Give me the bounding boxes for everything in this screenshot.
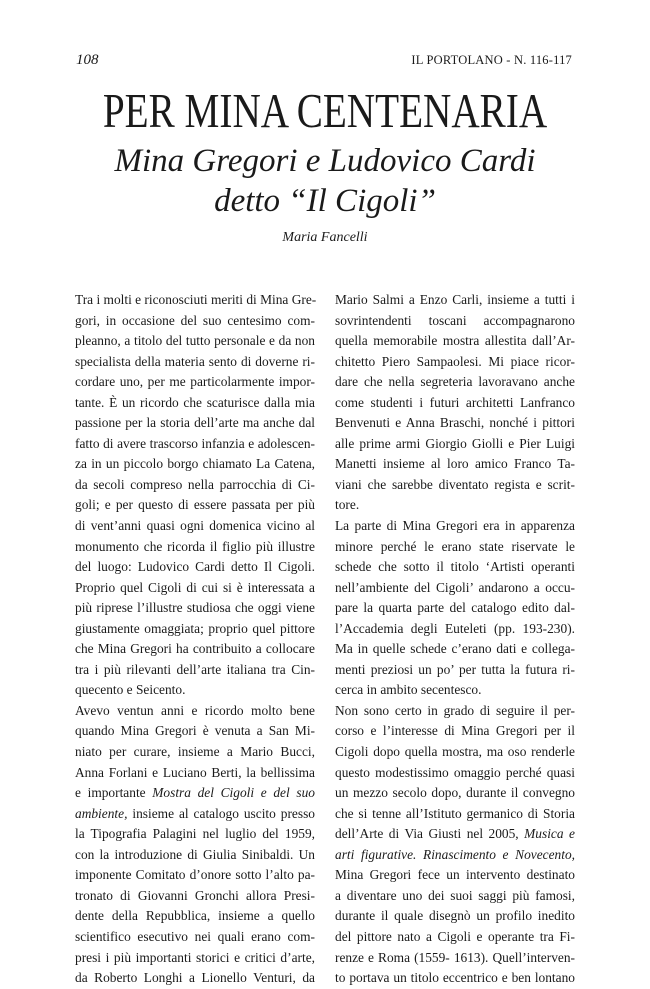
text-line [75,413,315,434]
text-line [335,968,575,989]
line-text: Ma in quelle schede c’erano dati e collega- [335,641,575,657]
text-line [335,557,575,578]
line-text: Proprio quel Cigoli di cui si è interessata a [75,579,315,595]
text-line [335,948,575,969]
line-text: Benvenuti e Anna Braschi, nonché i pittori [335,415,575,431]
line-text: e importante [75,785,153,801]
text-line [335,619,575,640]
text-line [335,763,575,784]
text-line [335,495,575,516]
text-line [75,742,315,763]
line-text: Cigoli dopo quella mostra, ma oso renderle [335,744,575,760]
line-text: corso e l’interesse di Mina Gregori per il [335,723,575,739]
line-text: quando Mina Gregori è venuta a San Mi- [75,723,315,739]
line-text: giustamente omaggiata; proprio quel pittore [75,620,315,636]
italic-text: arti figurative. Rinascimento e Novecento, [335,846,575,862]
line-text: imponente Comitato d’onore sotto l’alto pa- [75,867,315,883]
text-line [75,537,315,558]
line-text: Mario Salmi a Enzo Carli, insieme a tutti i [335,292,575,307]
text-line [75,680,315,701]
line-text: quecento e Seicento. [75,682,186,698]
line-text: di vent’anni quasi ogni domenica vicino al [75,518,315,534]
line-text: dente della Repubblica, insieme a quello [75,908,315,924]
text-line [75,352,315,373]
line-text: alle prime armi Giorgio Giolli e Pier Luigi [335,435,575,451]
line-text: che Mina Gregori ha contribuito a collocare [75,641,315,657]
line-text: menti preziosi un po’ per tutta la futura ri- [335,661,575,677]
text-column-right [335,290,575,989]
text-line [75,701,315,722]
subtitle-line-2: detto “Il Cigoli” [214,183,436,219]
line-text: con la introduzione di Giulia Sinibaldi. Un [75,846,315,862]
line-text: da Roberto Longhi a Lionello Venturi, da [75,970,315,986]
text-line [335,927,575,948]
text-line [75,557,315,578]
text-line [335,352,575,373]
line-text: cordare uno, per me particolarmente impor- [75,374,315,390]
line-text: tante. È un ricordo che scaturisce dalla mia [75,394,315,410]
line-text: più riprese l’illustre studiosa che oggi viene [75,600,315,616]
line-text: passione per la storia dell’arte ma anche dal [75,415,315,431]
line-text: presi i più importanti storici e critici d’arte, [75,949,315,965]
text-line [75,721,315,742]
line-text: Anna Forlani e Luciano Berti, la bellissima [75,764,315,780]
text-line [75,763,315,784]
line-text: la Tipografia Palagini nel luglio del 1959, [75,826,315,842]
text-line [75,516,315,537]
line-text: come studenti i futuri architetti Lanfranco [335,394,575,410]
italic-text: Mostra del Cigoli e del suo [152,785,315,801]
line-text: fatto di avere trascorso infanzia e adolescen- [75,435,315,451]
text-line [75,927,315,948]
text-line [335,434,575,455]
text-line [75,372,315,393]
text-line [335,311,575,332]
text-line [75,475,315,496]
line-text: quella memorabile mostra allestita dall’Ar- [335,333,575,349]
text-line [335,721,575,742]
line-text: scientifico esecutivo nei quali erano com- [75,928,315,944]
line-text: questo modestissimo omaggio perché quasi [335,764,575,780]
line-text: za in un piccolo borgo chiamato La Catena, [75,456,315,472]
line-text: renze e Roma (1559- 1613). Quell’interven- [335,949,575,965]
line-text: specialista della materia sento di doverne ri- [75,353,315,369]
line-text: schede che sotto il titolo ‘Artisti operanti [335,559,575,575]
text-line [75,578,315,599]
text-line [335,845,575,866]
text-line [335,290,575,311]
text-line [335,537,575,558]
article-title: PER MINA CENTENARIA [102,83,548,138]
text-line [335,331,575,352]
italic-text: Musica e [524,826,575,842]
subtitle-line-1: Mina Gregori e Ludovico Cardi [114,143,536,179]
line-text: del pittore nato a Cigoli e operante tra Fi- [335,928,575,944]
text-line [75,311,315,332]
running-head: IL PORTOLANO - N. 116-117 [411,53,572,67]
line-text: pare la quarta parte del catalogo edito dal- [335,600,575,616]
text-line [75,495,315,516]
italic-text: ambiente, [75,805,128,821]
text-line [75,639,315,660]
line-text: Avevo ventun anni e ricordo molto bene [75,702,315,718]
text-line [335,639,575,660]
text-line [335,598,575,619]
text-line [335,372,575,393]
text-column-left [75,290,315,989]
text-line [75,865,315,886]
line-text: Non sono certo in grado di seguire il per- [335,702,575,718]
line-text: tore. [335,497,360,513]
line-text: goli; e per questo di essere passata per più [75,497,315,513]
text-line [335,413,575,434]
line-text: viani che sarebbe diventato regista e scrit- [335,476,575,492]
line-text: La parte di Mina Gregori era in apparenza [335,518,575,534]
text-line [335,783,575,804]
text-line [335,578,575,599]
text-line [335,454,575,475]
line-text: tronato di Giovanni Gronchi allora Presi- [75,887,315,903]
text-line [75,331,315,352]
line-text: pleanno, a titolo del tutto personale e da non [75,333,315,349]
text-line [75,434,315,455]
text-line [335,865,575,886]
line-text: chitetto Piero Sampaolesi. Mi piace ricor- [335,353,575,369]
line-text: monumento che ricorda il figlio più illustre [75,538,315,554]
text-line [75,393,315,414]
line-text: niato per curare, insieme a Mario Bucci, [75,744,315,760]
line-text: dare che nella segreteria lavoravano anche [335,374,575,390]
line-text: da secoli compreso nella parrocchia di Ci- [75,476,315,492]
text-line [335,701,575,722]
text-line [335,804,575,825]
line-text: insieme al catalogo uscito presso [127,805,315,821]
line-text: gori, in occasione del suo centesimo com- [75,312,315,328]
text-line [335,824,575,845]
text-line [335,742,575,763]
line-text: a diventare uno dei suoi saggi più famosi, [335,887,575,903]
text-line [335,660,575,681]
line-text: che si tenne all’Istituto germanico di Storia [335,805,575,821]
line-text: cerca in ambito secentesco. [335,682,482,698]
line-text: l’Accademia degli Euteleti (pp. 193-230). [335,620,575,636]
article-author: Maria Fancelli [282,230,368,245]
text-line [335,680,575,701]
text-line [75,598,315,619]
page-number: 108 [76,52,99,68]
line-text: del luogo: Ludovico Cardi detto Il Cigoli. [75,559,315,575]
text-line [335,393,575,414]
line-text: sovrintendenti toscani accompagnarono [335,312,575,328]
line-text: durante il quale disegnò un profilo inedito [335,908,575,924]
text-line [75,948,315,969]
text-line [75,619,315,640]
text-line [75,804,315,825]
text-line [335,886,575,907]
line-text: minore perché le erano state riservate le [335,538,575,554]
line-text: to portava un titolo eccentrico e ben lontano [335,970,575,986]
text-line [75,454,315,475]
text-line [75,660,315,681]
article-subtitle [0,141,650,221]
line-text: nell’ambiente del Cigoli’ andarono a occu- [335,579,575,595]
line-text: Tra i molti e riconosciuti meriti di Mina Gre- [75,292,317,307]
text-line [75,845,315,866]
line-text: dell’Arte di Via Giusti nel 2005, [335,826,525,842]
line-text: Manetti insieme al loro amico Franco Ta- [335,456,575,472]
line-text: tra i più rilevanti dell’arte italiana tra Cin- [75,661,315,677]
text-line [75,824,315,845]
text-line [335,475,575,496]
text-line [75,783,315,804]
text-line [75,886,315,907]
text-line [75,290,315,311]
line-text: Mina Gregori fece un intervento destinato [335,867,575,883]
line-text: un mezzo secolo dopo, durante il convegno [335,785,575,801]
text-line [75,968,315,989]
text-line [335,516,575,537]
